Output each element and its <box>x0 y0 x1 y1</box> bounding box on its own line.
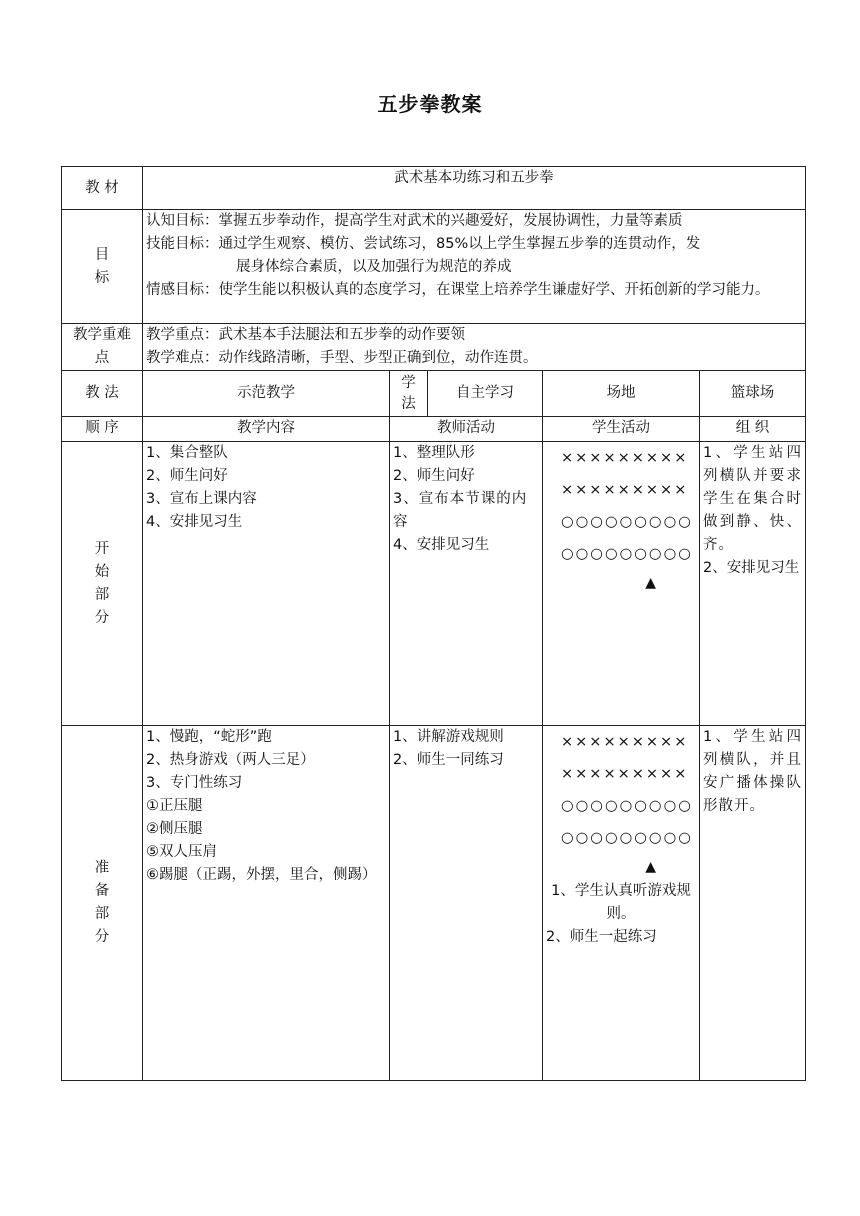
objectives-label: 目 标 <box>62 210 143 324</box>
organization <box>700 726 806 1081</box>
content-header: 教学内容 <box>143 417 390 442</box>
venue-label: 场地 <box>543 371 700 417</box>
method-row <box>62 371 806 417</box>
student-note: 2、师生一起练习 <box>546 929 657 945</box>
student-header: 学生活动 <box>543 417 700 442</box>
formation-row: ××××××××× <box>561 450 689 466</box>
formation-row: ○○○○○○○○○ <box>561 546 693 562</box>
teacher-header: 教师活动 <box>390 417 543 442</box>
list-item: ⑤双人压肩 <box>146 844 217 860</box>
teacher-position-icon: ▲ <box>645 575 658 591</box>
list-item: 2、师生问好 <box>393 468 475 484</box>
formation-row: ○○○○○○○○○ <box>561 514 693 530</box>
teaching-method: 示范教学 <box>143 371 390 417</box>
venue-value: 篮球场 <box>700 371 806 417</box>
section-label: 准 备 部 分 <box>62 726 143 1081</box>
method-label: 教 法 <box>62 371 143 417</box>
study-method: 自主学习 <box>428 371 543 417</box>
skill-objective-line2: 展身体综合素质，以及加强行为规范的养成 <box>236 259 512 275</box>
teacher-position-icon: ▲ <box>645 859 658 875</box>
list-item: 3、宣布本节课的内容 <box>393 491 528 530</box>
column-header-row <box>62 417 806 442</box>
teacher-activity <box>390 726 543 1081</box>
list-item: 1、学生站四列横队，并且安广播体操队形散开。 <box>703 729 803 814</box>
list-item: ⑥踢腿（正踢，外摆，里合，侧踢） <box>146 867 377 883</box>
list-item: 1、整理队形 <box>393 445 475 461</box>
key-points-label: 教学重难 点 <box>62 324 143 371</box>
formation-row: ××××××××× <box>561 766 689 782</box>
list-item: 3、专门性练习 <box>146 775 243 791</box>
section-label: 开 始 部 分 <box>62 442 143 726</box>
cognitive-objective: 认知目标：掌握五步拳动作，提高学生对武术的兴趣爱好，发展协调性，力量等素质 <box>146 213 683 229</box>
section-row-prepare <box>62 726 806 1081</box>
objectives-row <box>62 210 806 324</box>
list-item: ②侧压腿 <box>146 821 203 837</box>
student-activity <box>543 442 700 726</box>
material-value: 武术基本功练习和五步拳 <box>143 167 806 210</box>
student-note: 1、学生认真听游戏规则。 <box>551 883 691 922</box>
key-points-text <box>143 324 806 371</box>
list-item: 3、宣布上课内容 <box>146 491 257 507</box>
student-activity <box>543 726 700 1081</box>
list-item: 2、热身游戏（两人三足） <box>146 752 315 768</box>
list-item: 4、安排见习生 <box>146 514 243 530</box>
list-item: 1、学生站四列横队并要求学生在集合时做到静、快、齐。 <box>703 445 803 553</box>
order-header: 顺 序 <box>62 417 143 442</box>
skill-objective-line1: 技能目标：通过学生观察、模仿、尝试练习，85%以上学生掌握五步拳的连贯动作，发 <box>146 236 701 252</box>
formation-row: ○○○○○○○○○ <box>561 830 693 846</box>
objectives-text <box>143 210 806 324</box>
organization <box>700 442 806 726</box>
page-title: 五步拳教案 <box>377 92 483 116</box>
list-item: 4、安排见习生 <box>393 537 490 553</box>
material-row <box>62 167 806 210</box>
teaching-content <box>143 726 390 1081</box>
list-item: 1、慢跑，“蛇形”跑 <box>146 729 272 745</box>
formation-row: ××××××××× <box>561 734 689 750</box>
key-points-row <box>62 324 806 371</box>
list-item: 1、讲解游戏规则 <box>393 729 504 745</box>
affective-objective: 情感目标：使学生能以积极认真的态度学习，在课堂上培养学生谦虚好学、开拓创新的学习能力。 <box>146 282 770 298</box>
teaching-content <box>143 442 390 726</box>
study-label: 学 法 <box>390 371 428 417</box>
difficult-point: 教学难点：动作线路清晰，手型、步型正确到位，动作连贯。 <box>146 350 538 366</box>
teacher-activity <box>390 442 543 726</box>
key-point: 教学重点：武术基本手法腿法和五步拳的动作要领 <box>146 327 465 343</box>
list-item: 2、师生问好 <box>146 468 228 484</box>
list-item: 2、师生一同练习 <box>393 752 504 768</box>
list-item: ①正压腿 <box>146 798 203 814</box>
section-row-start <box>62 442 806 726</box>
formation-row: ××××××××× <box>561 482 689 498</box>
list-item: 1、集合整队 <box>146 445 228 461</box>
lesson-plan-table <box>61 166 806 1081</box>
list-item: 2、安排见习生 <box>703 560 800 576</box>
organization-header: 组 织 <box>700 417 806 442</box>
formation-row: ○○○○○○○○○ <box>561 798 693 814</box>
material-label: 教 材 <box>62 167 143 210</box>
